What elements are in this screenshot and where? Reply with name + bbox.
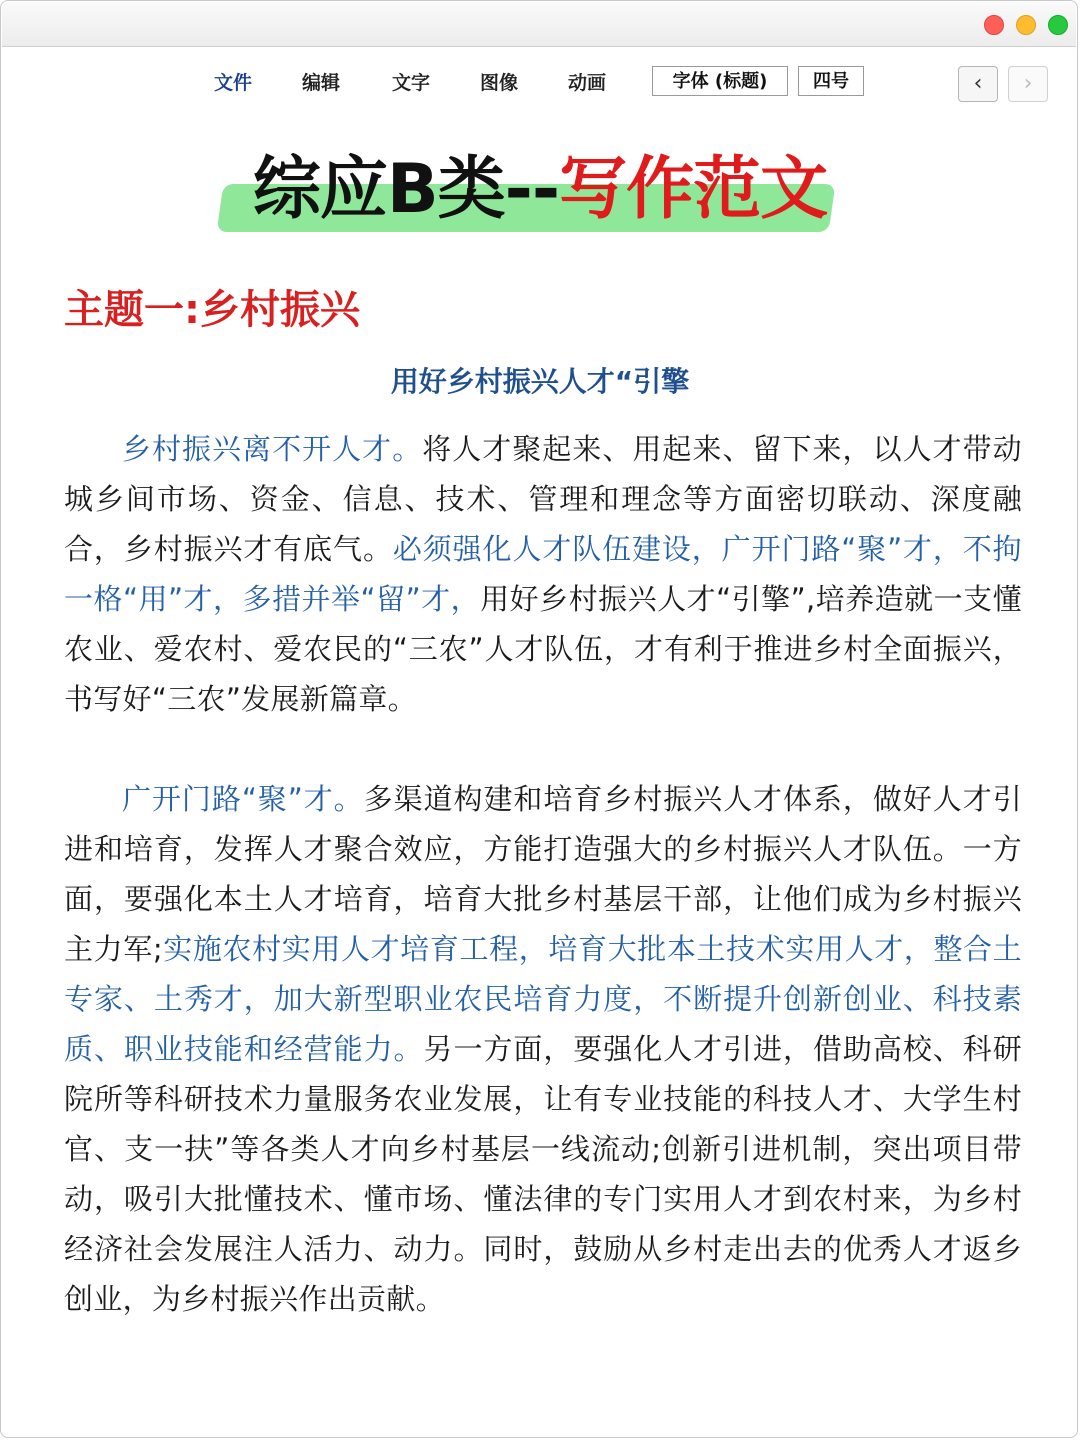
paragraph-1 [64, 424, 1022, 724]
title-red-part: 写作范文 [559, 150, 828, 229]
document-title [0, 148, 1080, 238]
menu-text[interactable]: 文字 [392, 72, 431, 94]
paragraph-2-text-1: 多渠道构建和培育乡村振兴人才体系，做好人才引进和培育，发挥人才聚合效应，方能打造强大的乡村振兴人才队伍。一方面，要强化本土人才培育，培育大批乡村基层干部，让他们成为乡村振兴主力军; [64, 782, 1022, 966]
chevron-left-icon: ‹ [973, 71, 983, 96]
paragraph-1-lead: 乡村振兴离不开人才。 [122, 432, 423, 466]
paragraph-2-highlight: 实施农村实用人才培育工程，培育大批本土技术实用人才，整合土专家、土秀才，加大新型职业农民培育力度，不断提升创新创业、科技素质、职业技能和经营能力。 [64, 932, 1022, 1066]
title-text [0, 148, 1080, 232]
paragraph-2-lead: 广开门路“聚”才。 [122, 782, 364, 816]
title-black-part: 综应B类-- [252, 150, 560, 229]
paragraph-2 [64, 774, 1022, 1324]
toolbar [0, 58, 1080, 108]
close-window-button[interactable] [984, 15, 1004, 35]
menu-file[interactable]: 文件 [214, 72, 253, 94]
menu-edit[interactable]: 编辑 [302, 72, 341, 94]
paragraph-1-text-1: 将人才聚起来、用起来、留下来，以人才带动城乡间市场、资金、信息、技术、管理和理念等方面密切联动、深度融合，乡村振兴才有底气。 [64, 432, 1022, 566]
previous-button[interactable] [958, 66, 998, 102]
paragraph-1-highlight: 必须强化人才队伍建设，广开门路“聚”才，不拘一格“用”才，多措并举“留”才， [64, 532, 1022, 616]
paragraph-1-text-2: 用好乡村振兴人才“引擎”,培养造就一支懂农业、爱农村、爱农民的“三农”人才队伍，才有利于推进乡村全面振兴，书写好“三农”发展新篇章。 [64, 582, 1022, 716]
menu-image[interactable]: 图像 [480, 72, 519, 94]
menu-animation[interactable]: 动画 [568, 72, 607, 94]
next-button[interactable] [1008, 66, 1048, 102]
title-bar [2, 2, 1076, 47]
section-title: 主题一:乡村振兴 [64, 287, 360, 333]
minimize-window-button[interactable] [1016, 15, 1036, 35]
article-title: 用好乡村振兴人才“引擎 [390, 365, 690, 398]
font-size-select[interactable]: 四号 [798, 66, 864, 96]
chevron-right-icon: › [1023, 71, 1033, 96]
maximize-window-button[interactable] [1048, 15, 1068, 35]
font-select[interactable]: 字体 (标题) [652, 66, 788, 96]
paragraph-2-text-2: 另一方面，要强化人才引进，借助高校、科研院所等科研技术力量服务农业发展，让有专业技能的科技人才、大学生村官、支一扶”等各类人才向乡村基层一线流动;创新引进机制，突出项目带动，吸引大批懂技术、懂市场、懂法律的专门实用人才到农村来，为乡村经济社会发展注人活力、动力。同时，鼓励从乡村走出去的优秀人才返乡创业，为乡村振兴作出贡献。 [64, 1032, 1022, 1316]
